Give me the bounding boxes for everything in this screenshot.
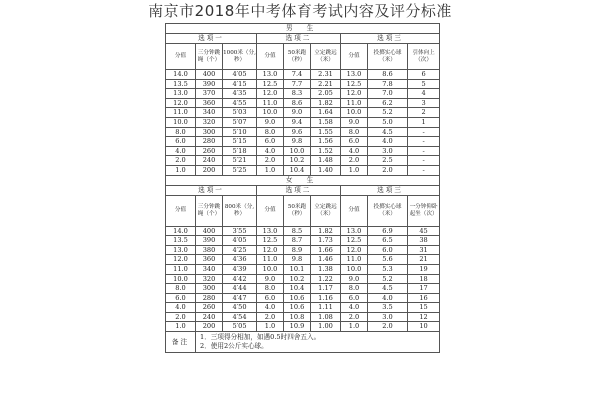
table-cell: 9.8 — [284, 137, 311, 147]
table-row — [166, 117, 440, 127]
table-cell: 5 — [408, 79, 440, 89]
option-group-header: 选项二 — [257, 185, 341, 195]
table-cell: 18 — [408, 274, 440, 284]
column-header: 50米跑（秒） — [284, 44, 311, 70]
table-row — [166, 303, 440, 313]
table-cell: 4.5 — [368, 127, 408, 137]
table-row — [166, 127, 440, 137]
table-cell: 6 — [408, 70, 440, 80]
table-cell: 340 — [196, 108, 223, 118]
table-cell: 360 — [196, 255, 223, 265]
table-cell: 21 — [408, 255, 440, 265]
table-row — [166, 245, 440, 255]
table-cell: 9.8 — [284, 255, 311, 265]
table-cell: 5′03 — [223, 108, 257, 118]
table-row — [166, 284, 440, 294]
table-cell: 14.0 — [166, 226, 196, 236]
column-header: 投掷实心球（米） — [368, 195, 408, 226]
table-cell: 3 — [408, 98, 440, 108]
table-cell: 5.6 — [368, 255, 408, 265]
table-cell: 6.0 — [166, 293, 196, 303]
table-cell: 45 — [408, 226, 440, 236]
table-cell: 17 — [408, 284, 440, 294]
column-header: 分值 — [257, 195, 284, 226]
column-header: 立定跳远（米） — [311, 195, 341, 226]
table-cell: 8.6 — [368, 70, 408, 80]
table-cell: 1.82 — [311, 226, 341, 236]
table-cell: 10 — [408, 322, 440, 332]
table-cell: 4′36 — [223, 255, 257, 265]
table-cell: 4′05 — [223, 236, 257, 246]
table-cell: 10.4 — [284, 284, 311, 294]
table-cell: 1.58 — [311, 117, 341, 127]
table-row — [166, 322, 440, 332]
table-cell: 1.0 — [257, 165, 284, 175]
table-cell: 6.9 — [368, 226, 408, 236]
notes-label: 备注 — [166, 332, 196, 353]
column-header: 分值 — [257, 44, 284, 70]
table-cell: 4′54 — [223, 312, 257, 322]
table-cell: 8.0 — [166, 284, 196, 294]
table-cell: 1.0 — [166, 322, 196, 332]
table-cell: 8.7 — [284, 236, 311, 246]
table-row — [166, 108, 440, 118]
table-cell: 9.6 — [284, 127, 311, 137]
table-row — [166, 165, 440, 175]
table-cell: 1.0 — [257, 322, 284, 332]
table-cell: 6.0 — [166, 137, 196, 147]
table-cell: 38 — [408, 236, 440, 246]
male-group-row — [166, 34, 440, 44]
table-cell: 9.0 — [257, 117, 284, 127]
table-cell: 10.0 — [166, 117, 196, 127]
table-cell: 260 — [196, 303, 223, 313]
table-cell: 5.2 — [368, 108, 408, 118]
table-cell: 1.0 — [341, 322, 368, 332]
table-cell: 8.0 — [257, 127, 284, 137]
table-cell: 13.0 — [166, 89, 196, 99]
table-cell: 4.0 — [257, 303, 284, 313]
table-cell: 10.2 — [284, 274, 311, 284]
table-cell: 2.05 — [311, 89, 341, 99]
column-header: 投掷实心球（米） — [368, 44, 408, 70]
table-cell: 4′25 — [223, 245, 257, 255]
option-group-header: 选项一 — [166, 34, 257, 44]
score-table-wrap — [165, 23, 439, 353]
table-cell: 5′15 — [223, 137, 257, 147]
notes-text — [196, 332, 440, 353]
table-cell: 360 — [196, 98, 223, 108]
table-cell: 10.1 — [284, 264, 311, 274]
table-cell: 3.0 — [368, 312, 408, 322]
table-cell: 6.0 — [257, 137, 284, 147]
table-cell: 10.6 — [284, 293, 311, 303]
table-cell: 4′35 — [223, 89, 257, 99]
table-cell: 200 — [196, 322, 223, 332]
option-group-header: 选项三 — [341, 185, 440, 195]
table-cell: 4′15 — [223, 79, 257, 89]
table-cell: 1.73 — [311, 236, 341, 246]
table-row — [166, 312, 440, 322]
table-cell: 2.0 — [341, 156, 368, 166]
table-cell: 10.0 — [341, 264, 368, 274]
table-cell: 12.5 — [257, 236, 284, 246]
table-cell: 4.0 — [368, 293, 408, 303]
male-column-header-row — [166, 44, 440, 70]
table-cell: 12.0 — [341, 89, 368, 99]
table-cell: 260 — [196, 146, 223, 156]
table-cell: 8.3 — [284, 89, 311, 99]
table-cell: 340 — [196, 264, 223, 274]
table-cell: 6.0 — [257, 293, 284, 303]
table-cell: 200 — [196, 165, 223, 175]
table-cell: 14.0 — [166, 70, 196, 80]
table-cell: 13.0 — [341, 226, 368, 236]
column-header: 一分钟仰卧起坐（次） — [408, 195, 440, 226]
table-cell: 12.5 — [257, 79, 284, 89]
table-cell: 4′05 — [223, 70, 257, 80]
table-cell: 4.0 — [257, 146, 284, 156]
table-cell: 4 — [408, 89, 440, 99]
table-cell: 4.0 — [166, 303, 196, 313]
table-cell: 12.5 — [341, 236, 368, 246]
table-cell: 1.0 — [166, 165, 196, 175]
column-header: 分值 — [341, 195, 368, 226]
table-cell: 8.0 — [341, 284, 368, 294]
table-cell: 8.6 — [284, 98, 311, 108]
table-cell: 16 — [408, 293, 440, 303]
table-cell: 12.0 — [257, 245, 284, 255]
table-cell: 6.0 — [368, 245, 408, 255]
table-cell: 10.0 — [166, 274, 196, 284]
table-cell: 1.38 — [311, 264, 341, 274]
table-cell: 300 — [196, 127, 223, 137]
table-cell: 4.0 — [341, 303, 368, 313]
table-row — [166, 89, 440, 99]
table-cell: 5′10 — [223, 127, 257, 137]
table-cell: 370 — [196, 89, 223, 99]
table-cell: 13.0 — [166, 245, 196, 255]
table-row — [166, 156, 440, 166]
table-cell: 15 — [408, 303, 440, 313]
table-cell: 6.0 — [341, 137, 368, 147]
table-cell: 380 — [196, 245, 223, 255]
table-cell: 1 — [408, 117, 440, 127]
table-cell: 9.0 — [341, 117, 368, 127]
option-group-header: 选项一 — [166, 185, 257, 195]
table-cell: 390 — [196, 79, 223, 89]
table-cell: 1.11 — [311, 303, 341, 313]
page-title: 南京市2018年中考体育考试内容及评分标准 — [148, 2, 452, 20]
table-cell: 5.3 — [368, 264, 408, 274]
table-cell: 9.0 — [257, 274, 284, 284]
table-cell: 1.40 — [311, 165, 341, 175]
table-cell: 1.22 — [311, 274, 341, 284]
table-cell: 1.48 — [311, 156, 341, 166]
table-cell: 4.5 — [368, 284, 408, 294]
table-cell: 13.0 — [257, 226, 284, 236]
table-cell: - — [408, 165, 440, 175]
notes-row — [166, 332, 440, 353]
table-cell: 5′18 — [223, 146, 257, 156]
table-cell: 3.5 — [368, 303, 408, 313]
table-cell: 320 — [196, 274, 223, 284]
table-cell: 5.0 — [368, 117, 408, 127]
table-row — [166, 236, 440, 246]
table-row — [166, 226, 440, 236]
table-cell: 12.0 — [166, 255, 196, 265]
table-cell: 31 — [408, 245, 440, 255]
table-cell: 1.0 — [341, 165, 368, 175]
table-cell: 5′21 — [223, 156, 257, 166]
table-cell: 2.0 — [368, 322, 408, 332]
table-cell: 10.0 — [341, 108, 368, 118]
table-cell: 12.0 — [257, 89, 284, 99]
table-cell: 7.0 — [368, 89, 408, 99]
table-cell: 1.17 — [311, 284, 341, 294]
table-cell: 2.0 — [341, 312, 368, 322]
table-cell: - — [408, 127, 440, 137]
table-cell: 9.0 — [341, 274, 368, 284]
table-row — [166, 98, 440, 108]
female-group-row — [166, 185, 440, 195]
table-cell: 2.0 — [166, 312, 196, 322]
table-cell: 5′07 — [223, 117, 257, 127]
table-cell: 5.2 — [368, 274, 408, 284]
table-cell: 13.5 — [166, 236, 196, 246]
table-cell: 1.64 — [311, 108, 341, 118]
table-cell: 1.82 — [311, 98, 341, 108]
option-group-header: 选项三 — [341, 34, 440, 44]
table-cell: 10.0 — [257, 108, 284, 118]
note-line: 2．使用2公斤实心球。 — [200, 342, 268, 351]
table-cell: 13.5 — [166, 79, 196, 89]
table-row — [166, 137, 440, 147]
table-cell: 11.0 — [257, 255, 284, 265]
column-header: 800米（分,秒） — [223, 195, 257, 226]
table-cell: 1.55 — [311, 127, 341, 137]
table-row — [166, 293, 440, 303]
column-header: 三分钟跳绳（个） — [196, 44, 223, 70]
table-cell: 8.9 — [284, 245, 311, 255]
table-cell: 13.0 — [257, 70, 284, 80]
table-cell: 8.0 — [341, 127, 368, 137]
table-cell: 4.0 — [368, 137, 408, 147]
table-cell: 280 — [196, 137, 223, 147]
table-cell: 11.0 — [166, 108, 196, 118]
table-cell: 2.0 — [257, 156, 284, 166]
column-header: 分值 — [341, 44, 368, 70]
table-row — [166, 79, 440, 89]
section-title: 女 生 — [166, 175, 440, 185]
table-cell: 8.0 — [257, 284, 284, 294]
table-cell: 2.0 — [166, 156, 196, 166]
table-cell: 10.2 — [284, 156, 311, 166]
table-cell: 11.0 — [341, 98, 368, 108]
table-cell: 4′50 — [223, 303, 257, 313]
table-cell: 390 — [196, 236, 223, 246]
table-cell: 1.08 — [311, 312, 341, 322]
table-cell: 9.4 — [284, 117, 311, 127]
table-row — [166, 274, 440, 284]
column-header: 引体向上（次） — [408, 44, 440, 70]
table-cell: 10.0 — [257, 264, 284, 274]
table-cell: 11.0 — [166, 264, 196, 274]
option-group-header: 选项二 — [257, 34, 341, 44]
table-cell: 12 — [408, 312, 440, 322]
table-row — [166, 146, 440, 156]
table-cell: 4.0 — [166, 146, 196, 156]
table-cell: - — [408, 146, 440, 156]
table-cell: 400 — [196, 226, 223, 236]
section-title: 男 生 — [166, 24, 440, 34]
column-header: 分值 — [166, 195, 196, 226]
column-header: 50米跑（秒） — [284, 195, 311, 226]
score-table — [165, 23, 440, 353]
female-section-title-row — [166, 175, 440, 185]
table-cell: 6.2 — [368, 98, 408, 108]
table-cell: 6.0 — [341, 293, 368, 303]
table-cell: 300 — [196, 284, 223, 294]
table-cell: 400 — [196, 70, 223, 80]
table-cell: 280 — [196, 293, 223, 303]
table-cell: 4′55 — [223, 98, 257, 108]
table-cell: 10.8 — [284, 312, 311, 322]
table-cell: 5′25 — [223, 165, 257, 175]
table-cell: 1.00 — [311, 322, 341, 332]
table-cell: 240 — [196, 312, 223, 322]
table-cell: 12.0 — [166, 98, 196, 108]
table-cell: 1.52 — [311, 146, 341, 156]
table-cell: 13.0 — [341, 70, 368, 80]
table-cell: - — [408, 156, 440, 166]
table-cell: 2.5 — [368, 156, 408, 166]
table-cell: 4′44 — [223, 284, 257, 294]
table-cell: - — [408, 137, 440, 147]
note-line: 1．三项得分相加，如遇0.5时四舍五入。 — [200, 332, 321, 341]
table-row — [166, 255, 440, 265]
table-cell: 12.5 — [341, 79, 368, 89]
table-cell: 8.0 — [166, 127, 196, 137]
table-cell: 4.0 — [341, 146, 368, 156]
table-cell: 7.4 — [284, 70, 311, 80]
table-cell: 1.66 — [311, 245, 341, 255]
table-cell: 8.5 — [284, 226, 311, 236]
table-cell: 240 — [196, 156, 223, 166]
column-header: 立定跳远（米） — [311, 44, 341, 70]
table-row — [166, 70, 440, 80]
table-cell: 320 — [196, 117, 223, 127]
column-header: 分值 — [166, 44, 196, 70]
table-cell: 5′05 — [223, 322, 257, 332]
table-cell: 10.6 — [284, 303, 311, 313]
table-cell: 12.0 — [341, 245, 368, 255]
table-cell: 3.0 — [368, 146, 408, 156]
table-cell: 2.0 — [368, 165, 408, 175]
table-cell: 4′47 — [223, 293, 257, 303]
table-cell: 1.16 — [311, 293, 341, 303]
table-row — [166, 264, 440, 274]
table-cell: 19 — [408, 264, 440, 274]
table-cell: 10.9 — [284, 322, 311, 332]
table-cell: 1.46 — [311, 255, 341, 265]
male-section — [166, 24, 440, 176]
table-cell: 2.21 — [311, 79, 341, 89]
female-column-header-row — [166, 195, 440, 226]
column-header: 1000米（分,秒） — [223, 44, 257, 70]
table-cell: 2.0 — [257, 312, 284, 322]
table-cell: 1.56 — [311, 137, 341, 147]
table-cell: 6.5 — [368, 236, 408, 246]
table-cell: 9.0 — [284, 108, 311, 118]
table-cell: 11.0 — [257, 98, 284, 108]
male-section-title-row — [166, 24, 440, 34]
table-cell: 7.7 — [284, 79, 311, 89]
table-cell: 2 — [408, 108, 440, 118]
table-cell: 4′39 — [223, 264, 257, 274]
table-cell: 10.0 — [284, 146, 311, 156]
table-cell: 10.4 — [284, 165, 311, 175]
table-cell: 2.31 — [311, 70, 341, 80]
table-cell: 11.0 — [341, 255, 368, 265]
table-cell: 4′42 — [223, 274, 257, 284]
column-header: 三分钟跳绳（个） — [196, 195, 223, 226]
table-cell: 3′55 — [223, 226, 257, 236]
notes-section — [166, 332, 440, 353]
table-cell: 7.8 — [368, 79, 408, 89]
female-section — [166, 175, 440, 332]
